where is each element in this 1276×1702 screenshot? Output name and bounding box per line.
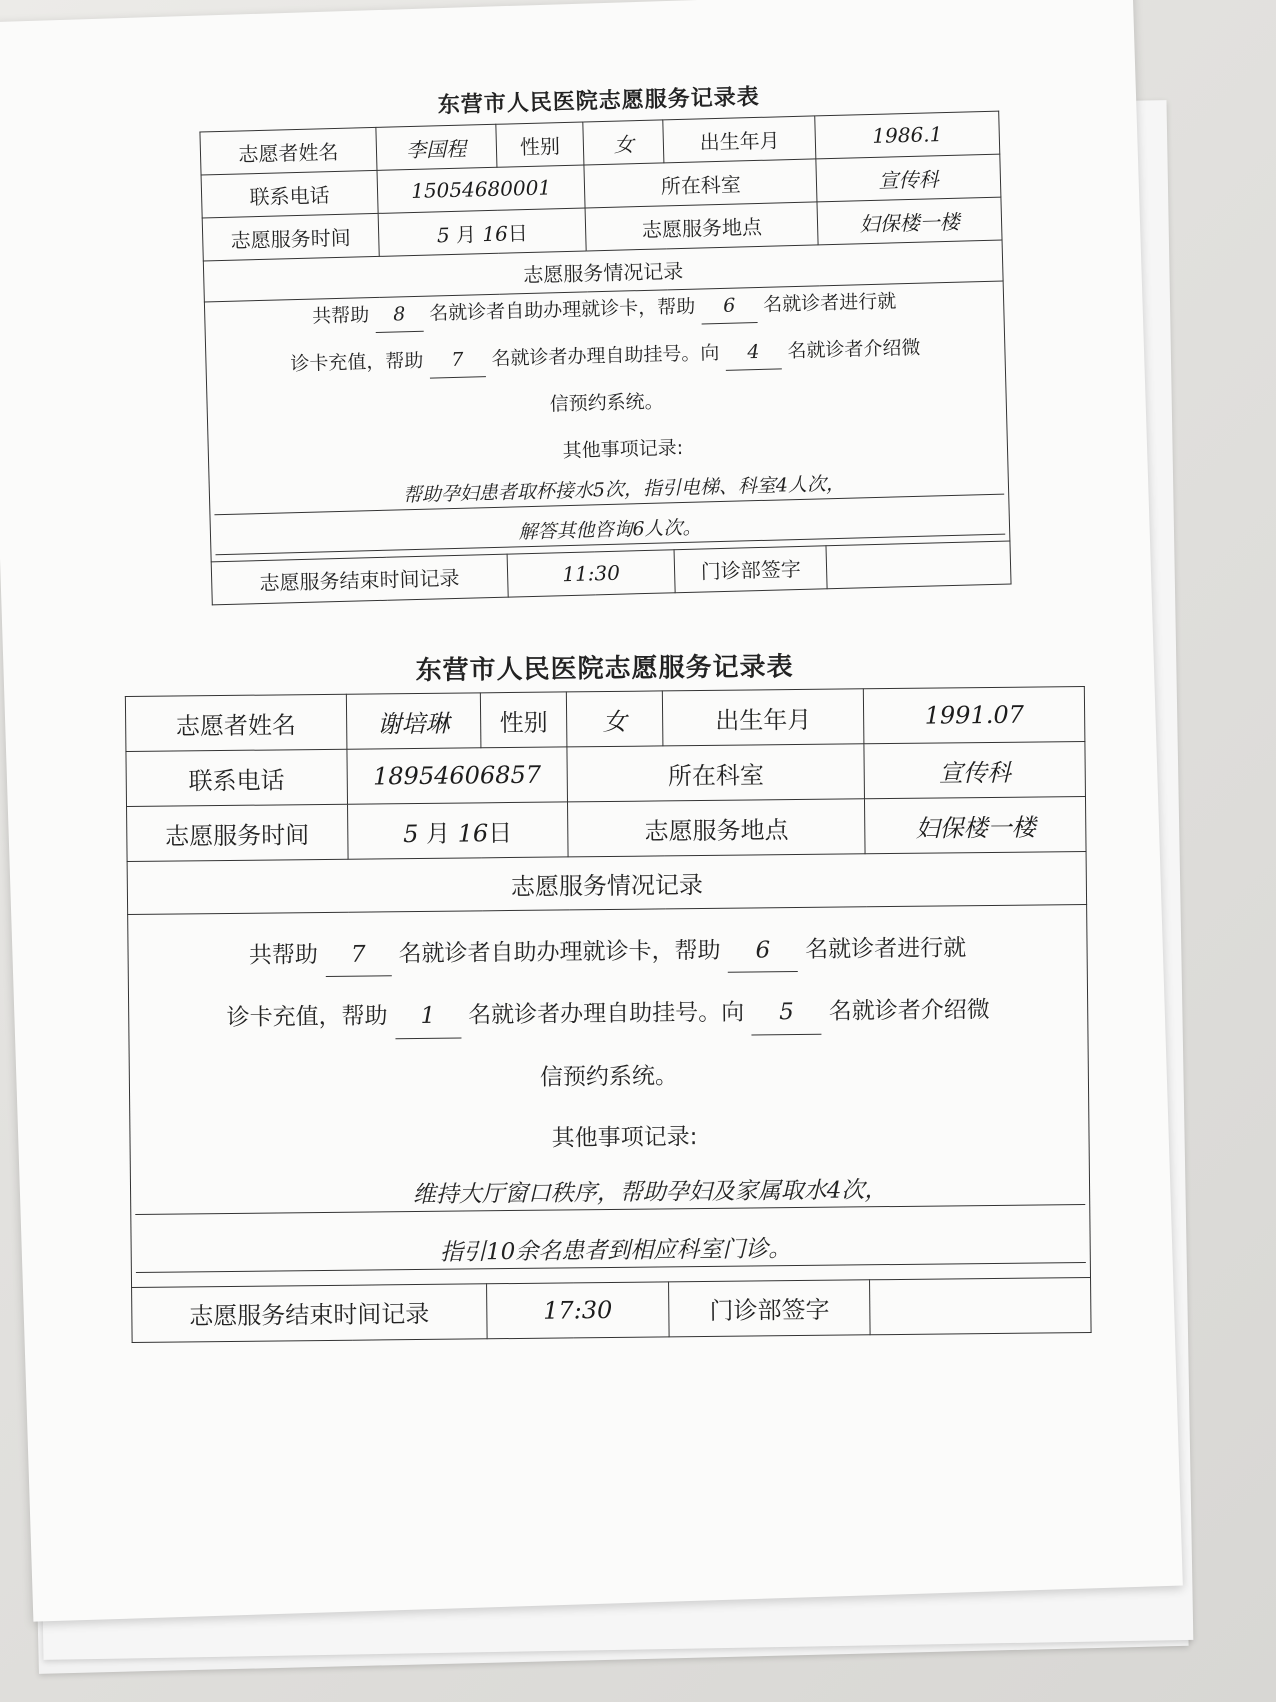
birth-value: 1991.07 [864, 686, 1085, 743]
phone-label: 联系电话 [201, 170, 378, 218]
service-time-label: 志愿服务时间 [127, 804, 348, 861]
other-note-line-2: 指引10余名患者到相应科室门诊。 [135, 1219, 1085, 1273]
wechat-count: 4 [725, 335, 782, 372]
service-place-label: 志愿服务地点 [568, 799, 866, 857]
name-label: 志愿者姓名 [125, 694, 346, 751]
day-unit: 日 [488, 818, 513, 847]
birth-label: 出生年月 [662, 689, 864, 746]
sign-label: 门诊部签字 [669, 1279, 871, 1336]
record-table [199, 111, 1011, 606]
phone-value: 15054680001 [377, 165, 586, 213]
text-wechat: 名就诊者介绍微 [787, 336, 921, 363]
dept-value: 宣传科 [816, 154, 1001, 202]
text-card: 名就诊者自助办理就诊卡，帮助 [398, 937, 721, 968]
summary-line-2 [210, 329, 1001, 385]
birth-value: 1986.1 [815, 111, 1000, 159]
volunteer-record-form-1 [198, 74, 1011, 606]
text-recharge-2: 诊卡充值，帮助 [226, 1003, 388, 1032]
card-count: 7 [325, 934, 391, 977]
summary-line-3: 信预约系统。 [549, 390, 664, 416]
service-time-label: 志愿服务时间 [202, 213, 379, 261]
text-register: 名就诊者办理自助挂号。向 [491, 342, 720, 371]
recharge-count: 6 [728, 930, 798, 973]
summary-line-1 [132, 927, 1082, 979]
form-title: 东营市人民医院志愿服务记录表 [415, 652, 794, 686]
gender-value: 女 [583, 120, 664, 165]
text-recharge-2: 诊卡充值，帮助 [290, 349, 424, 376]
record-body [204, 281, 1010, 562]
record-body [128, 904, 1091, 1287]
summary-line-3: 信预约系统。 [539, 1063, 679, 1091]
end-time-label: 志愿服务结束时间记录 [211, 554, 508, 605]
wechat-count: 5 [751, 992, 821, 1035]
other-records-label: 其他事项记录: [562, 436, 684, 462]
other-records-label: 其他事项记录: [551, 1124, 698, 1152]
month-unit: 月 [425, 819, 451, 848]
day-unit: 日 [507, 220, 529, 246]
sign-value [870, 1277, 1091, 1334]
end-time-value: 17:30 [486, 1281, 669, 1338]
service-month: 5 [402, 819, 419, 848]
service-day: 16 [457, 818, 489, 848]
dept-value: 宣传科 [864, 741, 1085, 798]
register-count: 1 [395, 996, 461, 1039]
text-wechat: 名就诊者介绍微 [828, 997, 990, 1026]
phone-value: 18954606857 [346, 747, 567, 804]
dept-label: 所在科室 [567, 744, 865, 802]
register-count: 7 [429, 342, 486, 379]
dept-label: 所在科室 [584, 159, 817, 208]
volunteer-record-form-2 [124, 643, 1091, 1343]
other-note-line-1: 维持大厅窗口秩序，帮助孕妇及家属取水4次， [135, 1161, 1085, 1215]
record-section-header: 志愿服务情况记录 [203, 240, 1003, 302]
phone-label: 联系电话 [126, 749, 347, 806]
text-recharge: 名就诊者进行就 [762, 290, 897, 316]
service-place-label: 志愿服务地点 [586, 202, 819, 251]
service-day: 16 [482, 221, 509, 246]
sign-value [826, 541, 1011, 589]
service-date-value [378, 208, 587, 256]
end-time-label: 志愿服务结束时间记录 [132, 1283, 487, 1342]
end-time-value: 11:30 [507, 550, 676, 597]
gender-label: 性别 [480, 692, 567, 748]
service-date-value [347, 802, 568, 859]
record-section-header: 志愿服务情况记录 [127, 851, 1087, 914]
recharge-count: 6 [701, 288, 758, 325]
text-help-prefix: 共帮助 [311, 304, 370, 328]
name-label: 志愿者姓名 [200, 127, 377, 175]
card-count: 8 [375, 297, 424, 333]
gender-value: 女 [566, 691, 662, 747]
text-card: 名就诊者自助办理就诊卡，帮助 [428, 295, 696, 325]
form-title: 东营市人民医院志愿服务记录表 [437, 83, 761, 119]
name-value: 谢培琳 [346, 693, 481, 749]
service-place-value: 妇保楼一楼 [865, 796, 1086, 853]
sign-label: 门诊部签字 [674, 546, 827, 593]
service-month: 5 [436, 222, 450, 247]
other-note-line-1: 帮助孕妇患者取杯接水5次，指引电梯、科室4人次， [214, 460, 1005, 515]
name-value: 李国程 [376, 124, 497, 170]
gender-label: 性别 [495, 122, 584, 167]
month-unit: 月 [455, 221, 477, 247]
birth-label: 出生年月 [663, 116, 816, 163]
record-table [125, 686, 1092, 1343]
text-recharge: 名就诊者进行就 [805, 935, 967, 963]
summary-line-2 [133, 989, 1083, 1041]
text-register: 名就诊者办理自助挂号。向 [468, 999, 745, 1029]
other-note-line-2: 解答其他咨询6人次。 [215, 500, 1006, 555]
service-place-value: 妇保楼一楼 [817, 197, 1002, 245]
text-help-prefix: 共帮助 [248, 942, 319, 969]
